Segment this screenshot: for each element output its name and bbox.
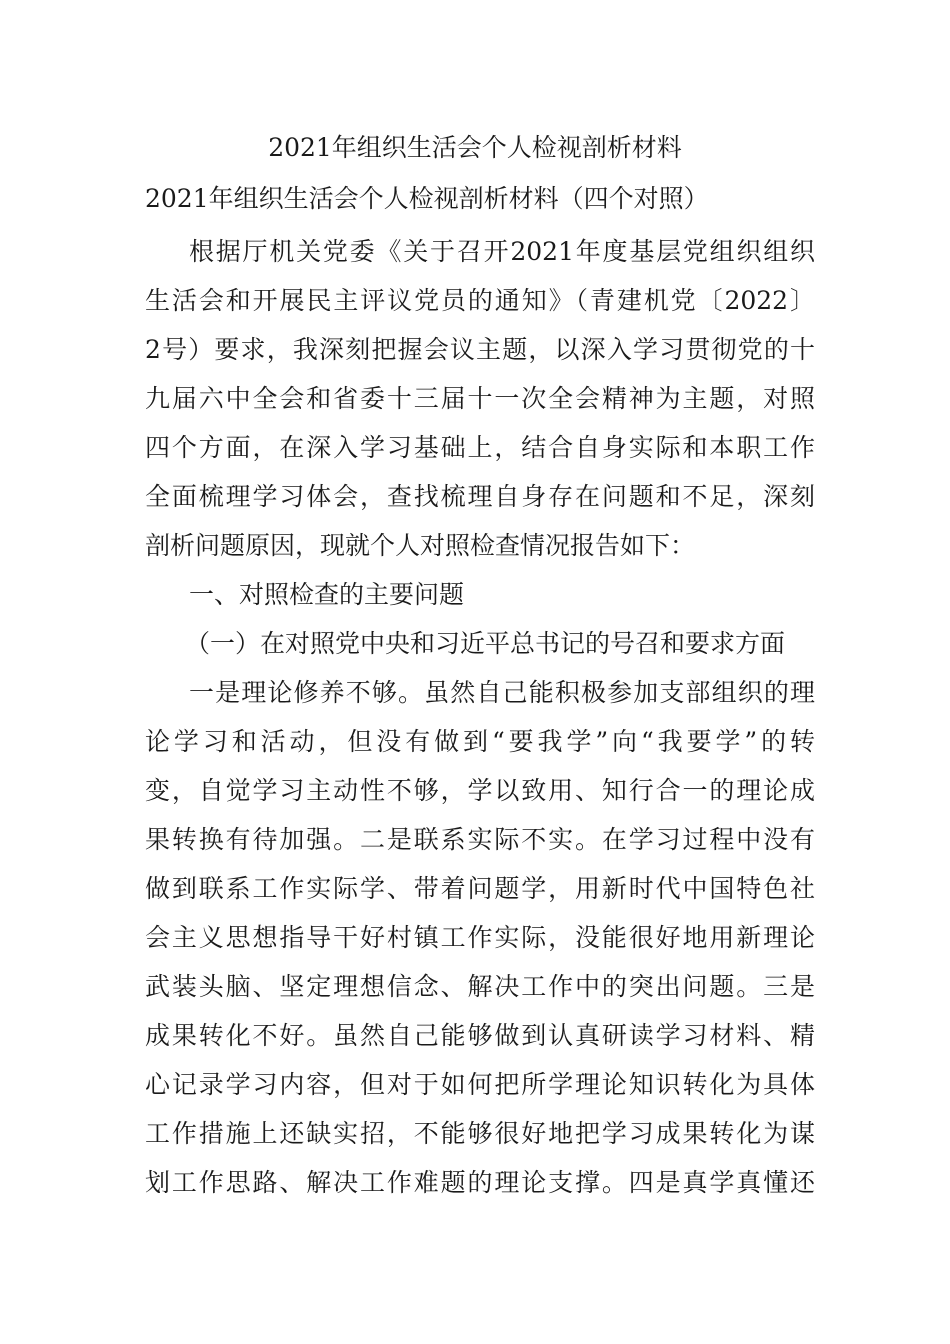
paragraph-line: 心记录学习内容，但对于如何把所学理论知识转化为具体	[145, 1070, 815, 1099]
paragraph-line: 划工作思路、解决工作难题的理论支撑。四是真学真懂还	[145, 1168, 815, 1197]
paragraph-line: 论学习和活动，但没有做到“要我学”向“我要学”的转	[145, 727, 815, 756]
paragraph-line: 生活会和开展民主评议党员的通知》（青建机党〔2022〕	[145, 286, 815, 315]
paragraph-line: 做到联系工作实际学、带着问题学，用新时代中国特色社	[145, 874, 815, 903]
paragraph-line: 九届六中全会和省委十三届十一次全会精神为主题，对照	[145, 384, 815, 413]
paragraph-line: 果转换有待加强。二是联系实际不实。在学习过程中没有	[145, 825, 815, 854]
paragraph-line: 一是理论修养不够。虽然自己能积极参加支部组织的理	[189, 678, 815, 707]
paragraph-line: 变，自觉学习主动性不够，学以致用、知行合一的理论成	[145, 776, 815, 805]
paragraph-line: 剖析问题原因，现就个人对照检查情况报告如下：	[145, 531, 696, 560]
paragraph-line: 武装头脑、坚定理想信念、解决工作中的突出问题。三是	[145, 972, 815, 1001]
paragraph-line: 工作措施上还缺实招，不能够很好地把学习成果转化为谋	[145, 1119, 815, 1148]
paragraph-line: 会主义思想指导干好村镇工作实际，没能很好地用新理论	[145, 923, 815, 952]
document-title: 2021年组织生活会个人检视剖析材料	[268, 133, 682, 162]
paragraph-line: 根据厅机关党委《关于召开2021年度基层党组织组织	[189, 237, 815, 266]
paragraph-line: 2号）要求，我深刻把握会议主题，以深入学习贯彻党的十	[145, 335, 815, 364]
paragraph-line: 四个方面，在深入学习基础上，结合自身实际和本职工作	[145, 433, 815, 462]
section-heading: 一、对照检查的主要问题	[189, 580, 465, 609]
paragraph-line: 成果转化不好。虽然自己能够做到认真研读学习材料、精	[145, 1021, 815, 1050]
subsection-heading: （一）在对照党中央和习近平总书记的号召和要求方面	[185, 629, 786, 658]
paragraph-line: 全面梳理学习体会，查找梳理自身存在问题和不足，深刻	[145, 482, 815, 511]
document-body	[145, 227, 815, 1207]
document-subtitle: 2021年组织生活会个人检视剖析材料（四个对照）	[145, 184, 709, 213]
